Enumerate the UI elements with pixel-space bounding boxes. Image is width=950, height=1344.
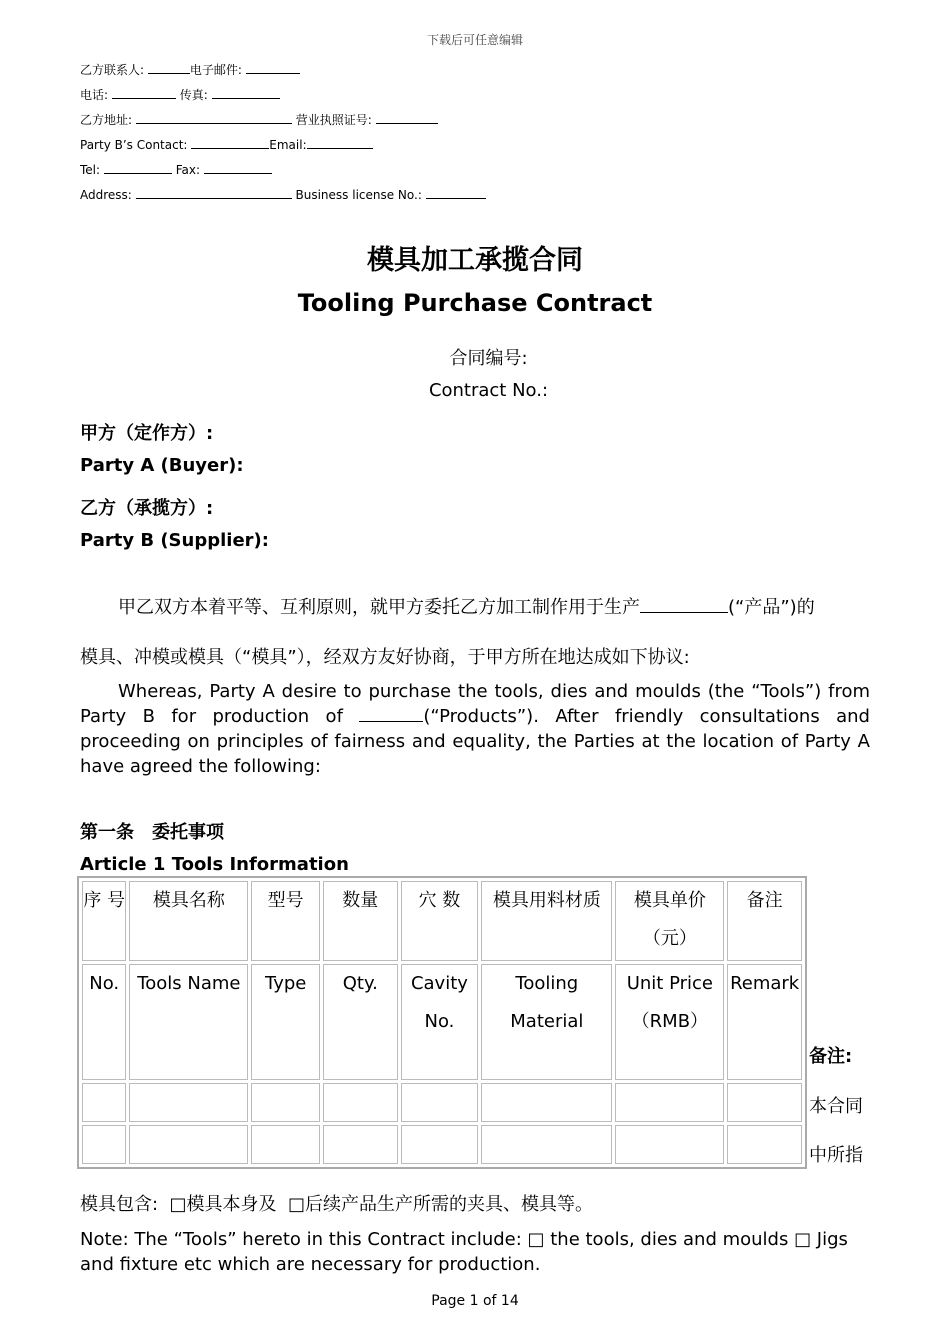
table-header-cell: 穴 数	[401, 881, 479, 961]
blank-line	[191, 136, 269, 149]
blank-line	[104, 161, 172, 174]
en-fax-label: Fax:	[175, 163, 201, 177]
cn-license-label: 营业执照证号:	[295, 113, 372, 127]
table-cell[interactable]	[323, 1083, 398, 1122]
title-en: Tooling Purchase Contract	[297, 289, 653, 317]
table-cell[interactable]	[481, 1083, 612, 1122]
table-header-cell: Type	[251, 964, 320, 1080]
party-b-en: Party B (Supplier):	[80, 530, 269, 551]
cn-contact-line	[80, 61, 300, 78]
table-cell[interactable]	[82, 1125, 126, 1164]
blank-line	[136, 111, 292, 124]
blank-line	[212, 86, 280, 99]
en-email-label: Email:	[269, 138, 307, 152]
table-header-cell: No.	[82, 964, 126, 1080]
party-b-cn: 乙方（承揽方）:	[80, 498, 214, 519]
en-address-line	[80, 186, 486, 203]
cn-tel-label: 电话:	[80, 88, 109, 102]
table-header-row-cn	[82, 881, 802, 961]
table-header-cell: Unit Price（RMB）	[615, 964, 724, 1080]
party-a-cn: 甲方（定作方）:	[80, 423, 214, 444]
table-header-cell: 模具用料材质	[481, 881, 612, 961]
en-tel-label: Tel:	[80, 163, 101, 177]
article1-cn: 第一条 委托事项	[80, 822, 224, 843]
table-cell[interactable]	[615, 1125, 724, 1164]
contract-no-en: Contract No.:	[428, 380, 549, 401]
cn-address-label: 乙方地址:	[80, 113, 133, 127]
table-header-cell: Qty.	[323, 964, 398, 1080]
blank-line	[148, 61, 190, 74]
blank-line	[426, 186, 486, 199]
contract-no-cn: 合同编号:	[449, 348, 528, 369]
table-cell[interactable]	[82, 1083, 126, 1122]
table-header-cell: 模具名称	[129, 881, 248, 961]
en-license-label: Business license No.:	[295, 188, 422, 202]
cn-tel-line	[80, 86, 280, 103]
side-note-heading: 备注:	[809, 1046, 853, 1067]
table-header-cell: 数量	[323, 881, 398, 961]
en-address-label: Address:	[80, 188, 132, 202]
blank-line	[136, 186, 292, 199]
intro-en-after: (“Products”). After friendly consultations and proceeding on principles of fairness and equality, the Parties at the location of Party A have agreed the following:	[80, 706, 870, 777]
intro-cn-line1-before: 甲乙双方本着平等、互利原则，就甲方委托乙方加工制作用于生产	[118, 597, 640, 618]
tools-include-en: Note: The “Tools” hereto in this Contract include: □ the tools, dies and moulds □ Jigs and fixture etc which are necessary for production.	[80, 1229, 848, 1275]
en-contact-label: Party B’s Contact:	[80, 138, 188, 152]
cn-email-label: 电子邮件:	[189, 63, 242, 77]
intro-cn-line2: 模具、冲模或模具（“模具”），经双方友好协商，于甲方所在地达成如下协议:	[80, 647, 690, 668]
intro-en-paragraph	[80, 679, 870, 779]
cn-contact-label: 乙方联系人:	[80, 63, 145, 77]
table-cell[interactable]	[251, 1125, 320, 1164]
tools-include-cn	[80, 1190, 870, 1216]
table-header-cell: Tooling Material	[481, 964, 612, 1080]
table-row	[82, 1083, 802, 1122]
table-header-cell: Tools Name	[129, 964, 248, 1080]
side-note-line1: 本合同	[809, 1096, 863, 1117]
table-header-cell: Remark	[727, 964, 802, 1080]
party-a-en: Party A (Buyer):	[80, 455, 244, 476]
table-row	[82, 1125, 802, 1164]
tools-table	[77, 876, 807, 1169]
blank-line	[376, 111, 438, 124]
article1-en: Article 1 Tools Information	[80, 854, 349, 875]
blank-line	[246, 61, 300, 74]
en-tel-line	[80, 161, 272, 178]
header-note: 下载后可任意编辑	[426, 33, 523, 47]
blank-line	[112, 86, 176, 99]
product-blank	[640, 596, 728, 613]
table-cell[interactable]	[401, 1083, 479, 1122]
tools-include-option-1[interactable]: □模具本身及	[169, 1194, 277, 1215]
product-blank	[359, 705, 423, 722]
table-cell[interactable]	[481, 1125, 612, 1164]
table-header-cell: 模具单价（元）	[615, 881, 724, 961]
tools-include-option-2[interactable]: □后续产品生产所需的夹具、模具等。	[288, 1194, 594, 1215]
table-header-cell: 备注	[727, 881, 802, 961]
table-cell[interactable]	[727, 1083, 802, 1122]
table-header-cell: 序 号	[82, 881, 126, 961]
intro-cn-line1-after: (“产品”)的	[728, 597, 815, 618]
tools-include-cn-label: 模具包含:	[80, 1194, 159, 1215]
table-cell[interactable]	[323, 1125, 398, 1164]
table-cell[interactable]	[129, 1083, 248, 1122]
blank-line	[307, 136, 373, 149]
cn-address-line	[80, 111, 438, 128]
intro-en-before: Whereas, Party A desire to purchase the tools, dies and moulds (the “Tools”) from Party B for production of	[80, 681, 870, 727]
cn-fax-label: 传真:	[179, 88, 208, 102]
table-cell[interactable]	[129, 1125, 248, 1164]
page-number: Page 1 of 14	[431, 1293, 519, 1309]
blank-line	[204, 161, 272, 174]
table-cell[interactable]	[251, 1083, 320, 1122]
intro-cn-line1	[118, 593, 878, 619]
table-cell[interactable]	[727, 1125, 802, 1164]
en-contact-line	[80, 136, 373, 153]
table-cell[interactable]	[401, 1125, 479, 1164]
side-note-line2: 中所指	[809, 1145, 863, 1166]
table-header-row-en	[82, 964, 802, 1080]
title-cn: 模具加工承揽合同	[367, 245, 583, 276]
table-cell[interactable]	[615, 1083, 724, 1122]
table-header-cell: 型号	[251, 881, 320, 961]
table-header-cell: Cavity No.	[401, 964, 479, 1080]
